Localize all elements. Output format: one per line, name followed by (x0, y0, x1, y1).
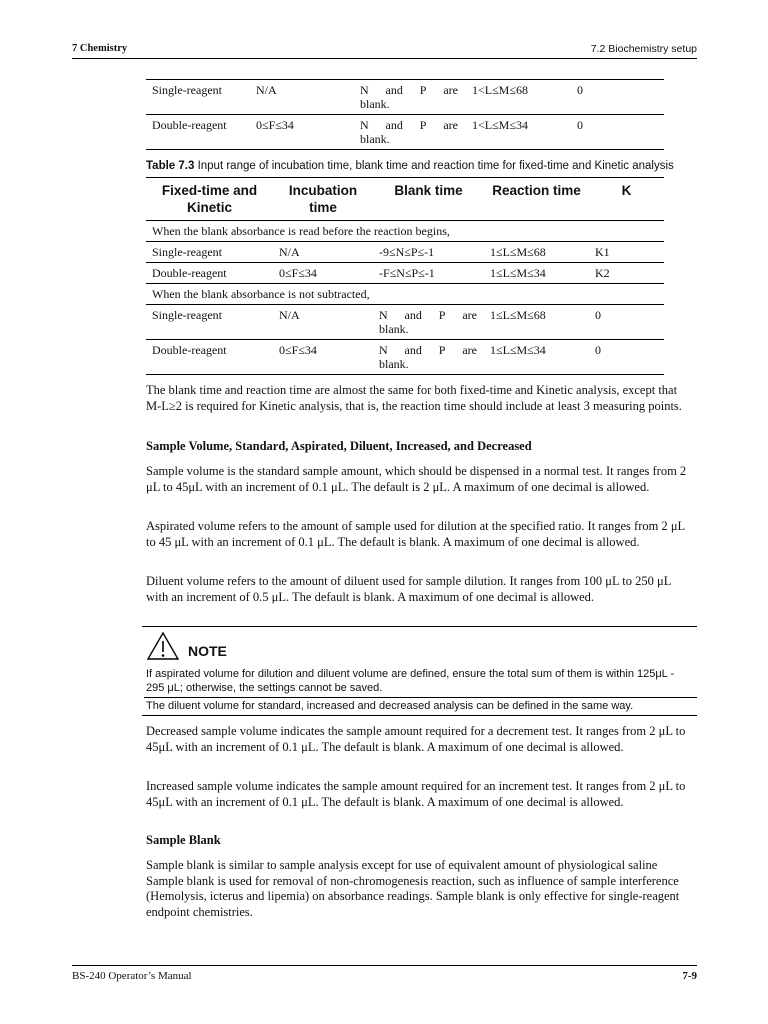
page-number: 7-9 (682, 970, 697, 982)
paragraph-decreased-volume: Decreased sample volume indicates the sample amount required for a decrement test. It ranges from 2 μL to 45μL with an increment of 0.1 μL. The default is blank. A maximum of one decimal is allowed. (146, 724, 686, 754)
table-row: Single-reagent N/A N and P are blank. 1≤L≤M≤68 0 (146, 305, 664, 340)
cell-blank: N and P are blank. (360, 83, 458, 111)
table-section-row: When the blank absorbance is read before the reaction begins, (146, 221, 664, 242)
cell-k: 0 (577, 118, 583, 132)
paragraph-diluent-volume: Diluent volume refers to the amount of diluent used for sample dilution. It ranges from 100 μL to 250 μL with an increment of 0.5 μL. The default is blank. A maximum of one decimal is allowed. (146, 574, 671, 604)
table-section-row: When the blank absorbance is not subtracted, (146, 284, 664, 305)
heading-sample-blank: Sample Blank (146, 833, 221, 847)
paragraph-increased-volume: Increased sample volume indicates the sample amount required for an increment test. It ranges from 2 μL to 45μL with an increment of 0.1 μL. The default is blank. A maximum of one decimal is allowed. (146, 779, 686, 809)
table-row: Double-reagent 0≤F≤34 -F≤N≤P≤-1 1≤L≤M≤34 K2 (146, 263, 664, 284)
page-header (72, 42, 697, 59)
cell-incubation: N/A (256, 83, 277, 97)
section-title: 7.2 Biochemistry setup (590, 43, 697, 55)
table-row: Single-reagent N/A -9≤N≤P≤-1 1≤L≤M≤68 K1 (146, 242, 664, 263)
header-incubation: Incubation time (288, 183, 358, 215)
cell-reaction: 1<L≤M≤68 (472, 83, 528, 97)
note-line-1: If aspirated volume for dilution and diluent volume are defined, ensure the total sum of them is within 125μL - 295 μL; otherwise, the settings cannot be saved. (146, 668, 675, 694)
warning-icon (146, 631, 180, 661)
table-row (146, 80, 664, 115)
paragraph-sample-volume: Sample volume is the standard sample amount, which should be dispensed in a normal test. It ranges from 2 μL to 45μL with an increment of 0.1 μL. The default is 2 μL. A maximum of one decimal is allowed. (146, 464, 687, 494)
header-fixed-time: Fixed-time and Kinetic (161, 183, 258, 215)
cell-blank: N and P are blank. (360, 118, 458, 146)
paragraph-sample-blank: Sample blank is similar to sample analysis except for use of equivalent amount of physiological saline Sample blank is used for removal of non-chromogenesis reaction, such as influence of sample interference (Hemolysis, icterus and lipemia) on absorbance readings. Sample blank is only effective for single-reagent endpoint chemistries. (146, 858, 680, 919)
table-row: Double-reagent 0≤F≤34 N and P are blank. 1≤L≤M≤34 0 (146, 340, 664, 375)
page-footer (72, 965, 697, 982)
paragraph-aspirated-volume: Aspirated volume refers to the amount of sample used for dilution at the specified ratio. It ranges from 2 μL to 45 μL with an increment of 0.1 μL. The default is blank. A maximum of one decimal is allowed. (146, 519, 685, 549)
header-reaction-time: Reaction time (492, 183, 581, 198)
note-line-2: The diluent volume for standard, increased and decreased analysis can be defined in the same way. (146, 700, 634, 712)
manual-title: BS-240 Operator’s Manual (72, 970, 192, 982)
header-blank-time: Blank time (394, 183, 463, 198)
cell-type: Double-reagent (152, 118, 227, 132)
table-continued (146, 79, 664, 150)
header-k: K (621, 183, 632, 198)
cell-reaction: 1<L≤M≤34 (472, 118, 528, 132)
note-title: NOTE (188, 643, 227, 659)
heading-sample-volume: Sample Volume, Standard, Aspirated, Diluent, Increased, and Decreased (146, 439, 532, 453)
table-7-3 (146, 177, 664, 375)
table-caption: Table 7.3 Input range of incubation time, blank time and reaction time for fixed-time and Kinetic analysis (146, 160, 674, 172)
table-header-row (146, 178, 664, 221)
chapter-title: 7 Chemistry (72, 43, 128, 54)
cell-type: Single-reagent (152, 83, 222, 97)
cell-incubation: 0≤F≤34 (256, 118, 294, 132)
cell-k: 0 (577, 83, 583, 97)
table-row (146, 115, 664, 150)
paragraph-kinetic: The blank time and reaction time are almost the same for both fixed-time and Kinetic analysis, except that M-L≥2 is required for Kinetic analysis, that is, the reaction time should include at least 3 measuring points. (146, 383, 682, 413)
note-box (142, 626, 697, 716)
